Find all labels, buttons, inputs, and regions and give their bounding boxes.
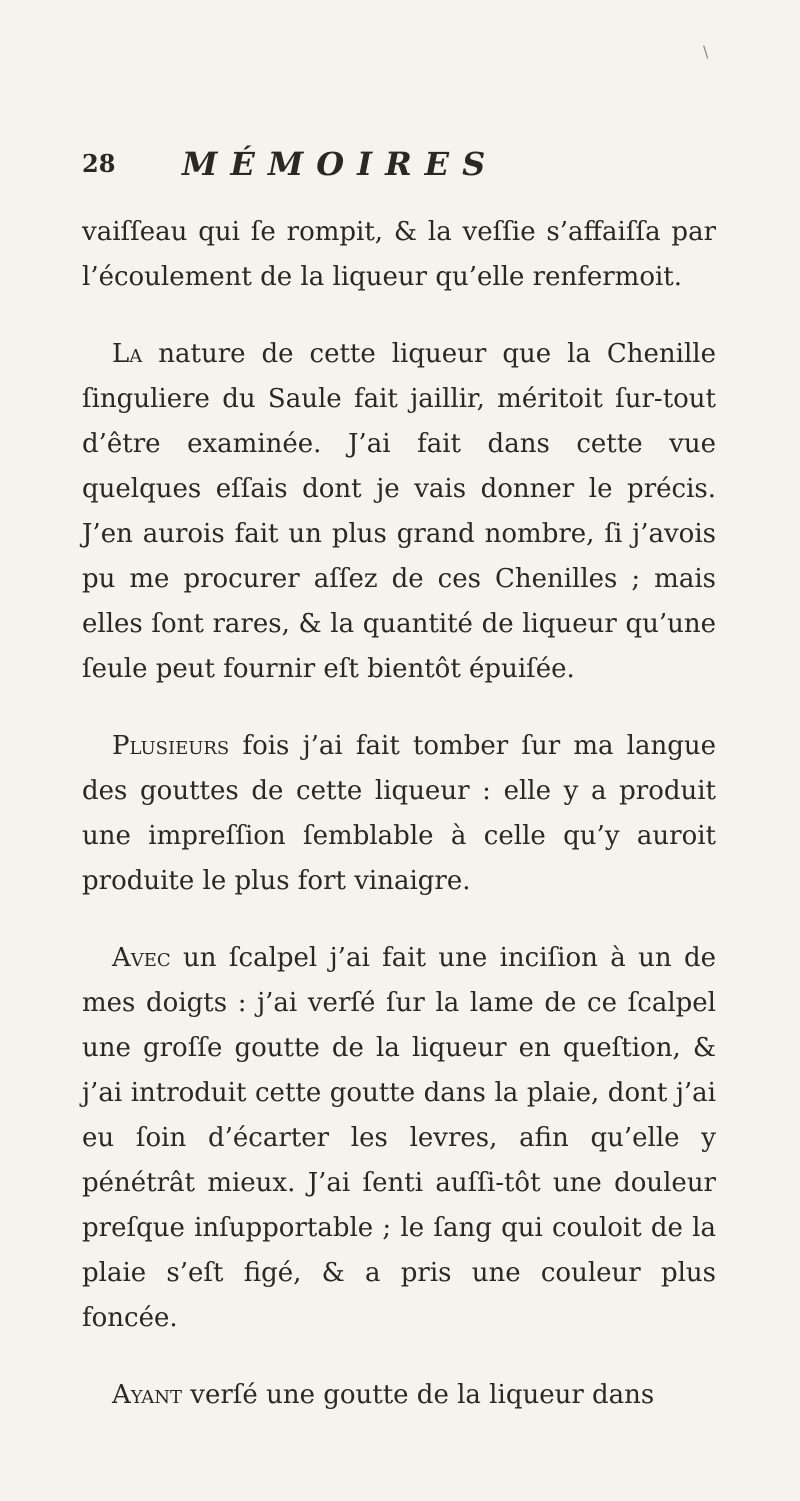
paragraph-3 <box>82 724 716 904</box>
paragraph-text: verſé une goutte de la liqueur dans <box>182 1380 655 1410</box>
paragraph-text: fois j’ai fait tomber ſur ma langue des gouttes de cette liqueur : elle y a produit une impreſſion ſemblable à celle qu’y auroit produite le plus fort vinaigre. <box>82 731 716 896</box>
stray-mark: \ <box>703 42 709 61</box>
paragraph-lead-word: Plusieurs <box>112 731 230 761</box>
paragraph-lead-word: Avec <box>112 943 171 973</box>
paragraph-lead-word: La <box>112 339 143 369</box>
paragraph-1 <box>82 210 716 300</box>
paragraph-5 <box>82 1373 716 1418</box>
paragraph-lead-word: Ayant <box>112 1380 183 1410</box>
running-title: MÉMOIRES <box>182 145 499 183</box>
paragraph-2 <box>82 332 716 692</box>
paragraph-4 <box>82 936 716 1341</box>
page-header <box>82 145 722 193</box>
paragraph-text: un ſcalpel j’ai fait une inciſion à un de mes doigts : j’ai verſé ſur la lame de ce ſcalpel une groſſe goutte de la liqueur en queſtion, & j’ai introduit cette goutte dans la plaie, dont j’ai eu ſoin d’écarter les levres, afin qu’elle y pénétrât mieux. J’ai ſenti auſſi-tôt une douleur preſque inſupportable ; le ſang qui couloit de la plaie s’eſt figé, & a pris une couleur plus foncée. <box>82 943 716 1333</box>
body-text <box>82 210 716 1450</box>
page-number: 28 <box>82 149 116 178</box>
paragraph-text: nature de cette liqueur que la Chenille ſinguliere du Saule fait jaillir, méritoit ſur-tout d’être examinée. J’ai fait dans cette vue quelques eſſais dont je vais donner le précis. J’en aurois fait un plus grand nombre, ſi j’avois pu me procurer aſſez de ces Chenilles ; mais elles ſont rares, & la quantité de liqueur qu’une ſeule peut fournir eſt bientôt épuiſée. <box>82 339 716 684</box>
paragraph-text: vaiſſeau qui ſe rompit, & la veſſie s’affaiſſa par l’écoulement de la liqueur qu’elle renfermoit. <box>82 217 716 292</box>
